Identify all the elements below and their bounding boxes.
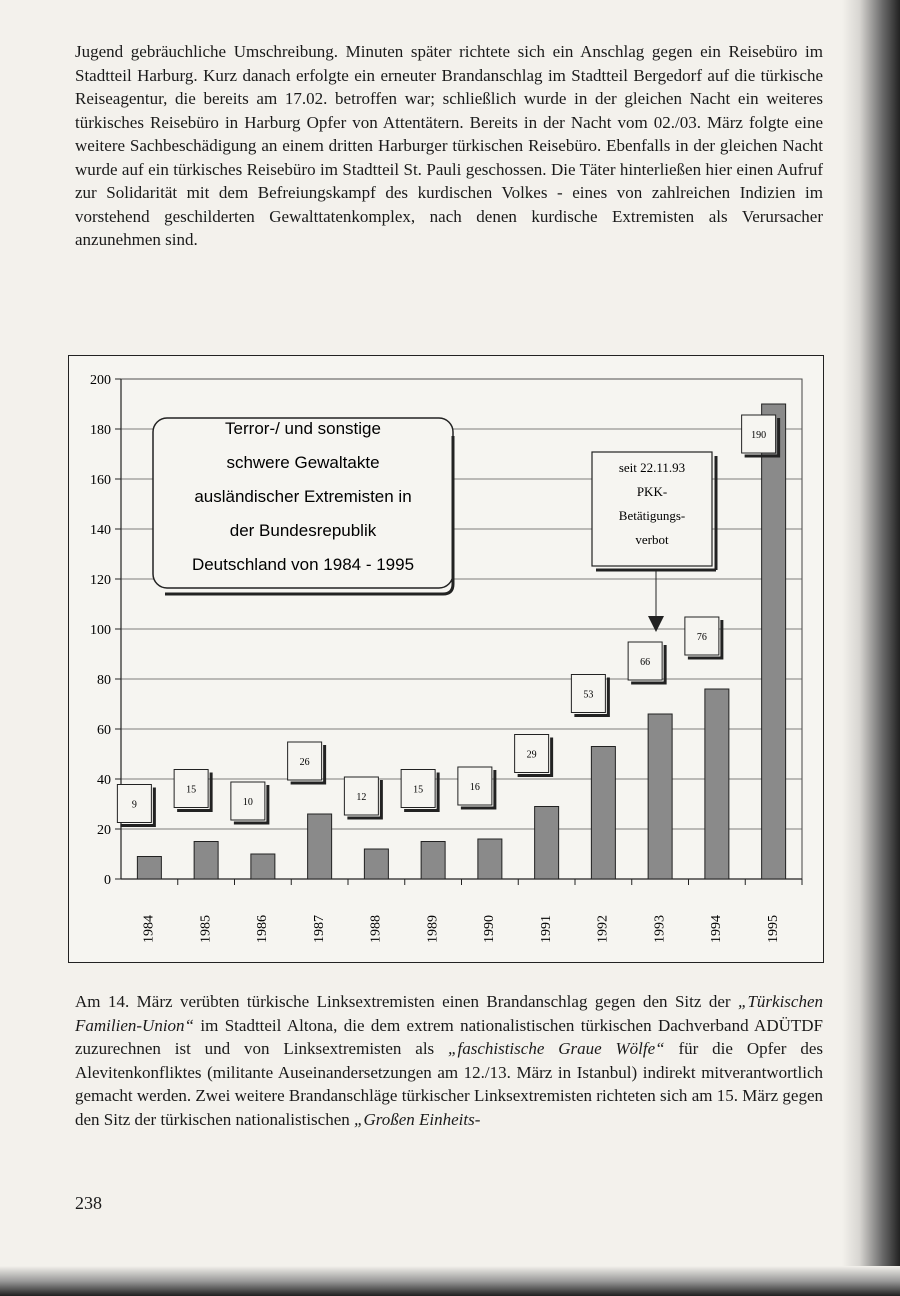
annotation-line-2: PKK-	[636, 484, 668, 499]
y-tick-label: 60	[97, 723, 111, 738]
bar-1995	[762, 404, 786, 879]
value-label-text: 12	[356, 792, 367, 803]
chart-title-line-3: ausländischer Extremisten in	[194, 487, 412, 506]
x-tick-label-1989: 1989	[425, 915, 441, 943]
value-label-1991	[515, 735, 552, 776]
y-tick-label: 100	[90, 623, 111, 638]
x-tick-label-1994: 1994	[709, 915, 725, 943]
value-label-text: 10	[242, 797, 253, 808]
bar-1994	[705, 689, 729, 879]
annotation-line-1: seit 22.11.93	[618, 460, 686, 475]
x-tick-label-1993: 1993	[652, 915, 668, 943]
bar-1993	[648, 714, 672, 879]
bar-1990	[478, 839, 502, 879]
y-tick-label: 20	[97, 823, 111, 838]
x-tick-label-1986: 1986	[255, 915, 271, 943]
y-tick-label: 140	[90, 523, 111, 538]
x-tick-label-1985: 1985	[198, 915, 214, 943]
value-label-1995	[742, 415, 779, 456]
paragraph-bottom-part-2: im Stadtteil Altona, die dem extrem nationalistischen türkischen Dachverband ADÜTDF zuzurechnen ist und von Linksextremisten als	[75, 1015, 823, 1058]
bar-1987	[308, 814, 332, 879]
chart-title-line-1: Terror-/ und sonstige	[225, 419, 381, 438]
chart-frame	[68, 355, 824, 963]
value-label-text: 26	[299, 757, 310, 768]
x-tick-label-1990: 1990	[482, 915, 498, 943]
einheits-quote: „Großen Einheits-	[354, 1109, 481, 1129]
familien-union-quote: „Türkischen Familien-Union“	[75, 992, 823, 1035]
book-gutter-shadow	[842, 0, 900, 1296]
y-tick-label: 180	[90, 423, 111, 438]
graue-woelfe-quote: „faschistische Graue Wölfe“	[448, 1039, 665, 1058]
chart-title-line-4: der Bundesrepublik	[229, 521, 377, 540]
bar-1986	[251, 854, 275, 879]
bar-1984	[137, 857, 161, 880]
y-tick-label: 40	[97, 773, 111, 788]
pkk-ban-annotation	[592, 452, 716, 632]
value-label-1992	[571, 675, 608, 716]
value-label-1984	[117, 785, 154, 826]
bar-1985	[194, 842, 218, 880]
value-label-1989	[401, 770, 438, 811]
annotation-line-4: verbot	[635, 532, 669, 547]
x-tick-label-1987: 1987	[311, 915, 327, 943]
paragraph-bottom	[75, 990, 823, 1131]
x-tick-label-1992: 1992	[595, 915, 611, 943]
x-tick-label-1984: 1984	[141, 915, 157, 943]
page-number: 238	[75, 1193, 102, 1213]
value-label-text: 76	[696, 632, 707, 643]
value-label-text: 9	[131, 799, 137, 811]
value-label-text: 16	[469, 782, 480, 793]
bar-1991	[535, 807, 559, 880]
x-tick-label-1988: 1988	[368, 915, 384, 943]
y-tick-label: 0	[104, 873, 111, 888]
chart-title-line-2: schwere Gewaltakte	[226, 453, 380, 472]
x-tick-label-1991: 1991	[538, 915, 554, 943]
value-label-1994	[685, 617, 722, 658]
value-label-1987	[288, 742, 325, 783]
value-label-1990	[458, 767, 495, 808]
paragraph-top: Jugend gebräuchliche Umschreibung. Minuten später richtete sich ein Anschlag gegen ein Reisebüro im Stadtteil Harburg. Kurz danach erfolgte ein erneuter Brandanschlag im Stadtteil Bergedorf auf die türkische Reiseagentur, die bereits am 17.02. betroffen war; schließlich wurde in der gleichen Nacht ein weiteres türkisches Reisebüro in Harburg Opfer von Attentätern. Bereits in der Nacht vom 02./03. März folgte eine weitere Sachbeschädigung an einem dritten Harburger türkischen Reisebüro. Ebenfalls in der gleichen Nacht wurde auf ein türkisches Reisebüro im Stadtteil St. Pauli geschossen. Die Täter hinterließen hier einen Aufruf zur Solidarität mit dem Befreiungskampf des kurdischen Volkes - eines von zahlreichen Indizien im vorstehend geschilderten Gewalttatenkomplex, nach denen kurdische Extremisten als Verursacher anzunehmen sind.	[75, 42, 823, 249]
annotation-arrow-head	[648, 616, 664, 632]
value-label-text: 29	[526, 749, 537, 761]
value-label-text: 53	[583, 689, 594, 701]
annotation-line-3: Betätigungs-	[618, 508, 686, 523]
value-label-1993	[628, 642, 665, 683]
value-label-text: 190	[751, 430, 767, 441]
x-tick-label-1995: 1995	[765, 915, 781, 943]
value-label-text: 66	[640, 657, 651, 668]
page-bottom-edge	[0, 1266, 900, 1296]
value-label-text: 15	[413, 784, 424, 796]
bar-chart	[69, 356, 822, 961]
value-label-1985	[174, 770, 211, 811]
y-tick-label: 120	[90, 573, 111, 588]
y-tick-label: 200	[90, 373, 111, 388]
bar-1989	[421, 842, 445, 880]
value-label-1988	[344, 777, 381, 818]
chart-title-line-5: Deutschland von 1984 - 1995	[191, 555, 415, 574]
y-tick-label: 160	[90, 473, 111, 488]
bar-1988	[364, 849, 388, 879]
value-label-1986	[231, 782, 268, 823]
paragraph-bottom-part-1: Am 14. März verübten türkische Linksextremisten einen Brandanschlag gegen den Sitz der	[75, 992, 738, 1011]
bar-1992	[591, 747, 615, 880]
paragraph-bottom-part-3: für die Opfer des Alevitenkonfliktes (militante Auseinandersetzungen am 12./13. März in Istanbul) indirekt mitverantwortlich gemacht werden. Zwei weitere Brandanschläge türkischer Linksextremisten richteten sich am 15. März gegen den Sitz der türkischen nationalistischen	[75, 1039, 823, 1129]
y-tick-label: 80	[97, 673, 111, 688]
chart-title-box	[153, 418, 453, 594]
value-label-text: 15	[186, 784, 197, 796]
